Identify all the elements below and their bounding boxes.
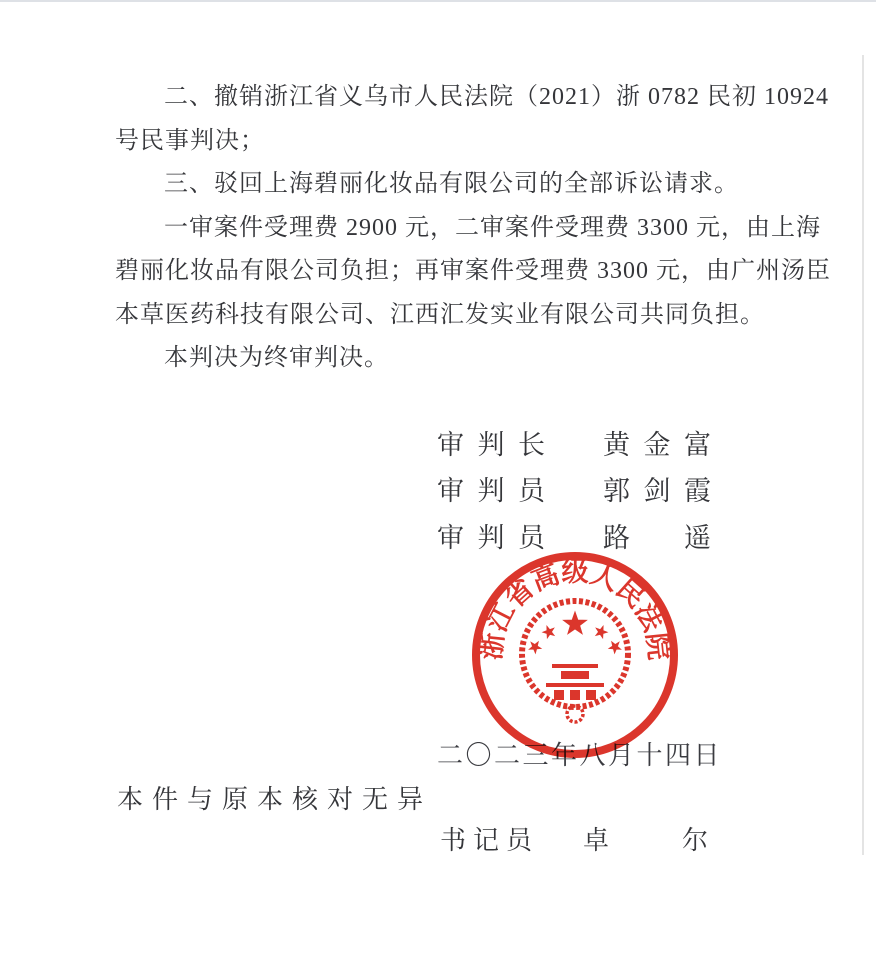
clerk-name: 卓 尔 <box>583 826 716 855</box>
seal-outer-ring <box>476 556 674 754</box>
judgment-body-line: 三、驳回上海碧丽化妆品有限公司的全部诉讼请求。 <box>164 171 739 197</box>
judgment-body-line: 一审案件受理费 2900 元，二审案件受理费 3300 元，由上海 <box>164 214 821 241</box>
seal-court-name: 浙江省高级人民法院 <box>476 557 674 662</box>
judgment-body-line: 本判决为终审判决。 <box>164 345 389 371</box>
judgment-body-line: 碧丽化妆品有限公司负担；再审案件受理费 3300 元，由广州汤臣 <box>115 258 831 284</box>
judgment-body-line: 本草医药科技有限公司、江西汇发实业有限公司共同负担。 <box>115 301 765 328</box>
judge-name: 路 遥 <box>603 522 725 553</box>
scan-artifact-right-line <box>862 55 864 855</box>
judge-name: 郭剑霞 <box>603 476 725 507</box>
judge-name: 黄金富 <box>603 429 725 460</box>
clerk-role-label: 书记员 <box>440 826 540 855</box>
judge-role-label: 审判员 <box>437 476 559 507</box>
judgment-body <box>115 76 831 381</box>
judge-row <box>437 466 725 513</box>
judge-role-label: 审判长 <box>437 429 559 460</box>
judgment-body-line: 二、撤销浙江省义乌市人民法院（2021）浙 0782 民初 10924 <box>164 84 829 110</box>
judgment-date: 二〇二三年八月十四日 <box>437 741 723 770</box>
signature-block <box>437 419 725 559</box>
certification-note: 本件与原本核对无异 <box>117 785 433 814</box>
national-emblem-icon <box>522 601 628 722</box>
judge-row <box>437 512 725 559</box>
judge-role-label: 审判员 <box>437 522 559 553</box>
clerk-signature-row <box>440 820 715 857</box>
judgment-body-line: 号民事判决； <box>115 127 265 154</box>
scan-artifact-top-line <box>0 0 876 2</box>
presiding-judge-row <box>437 419 725 466</box>
